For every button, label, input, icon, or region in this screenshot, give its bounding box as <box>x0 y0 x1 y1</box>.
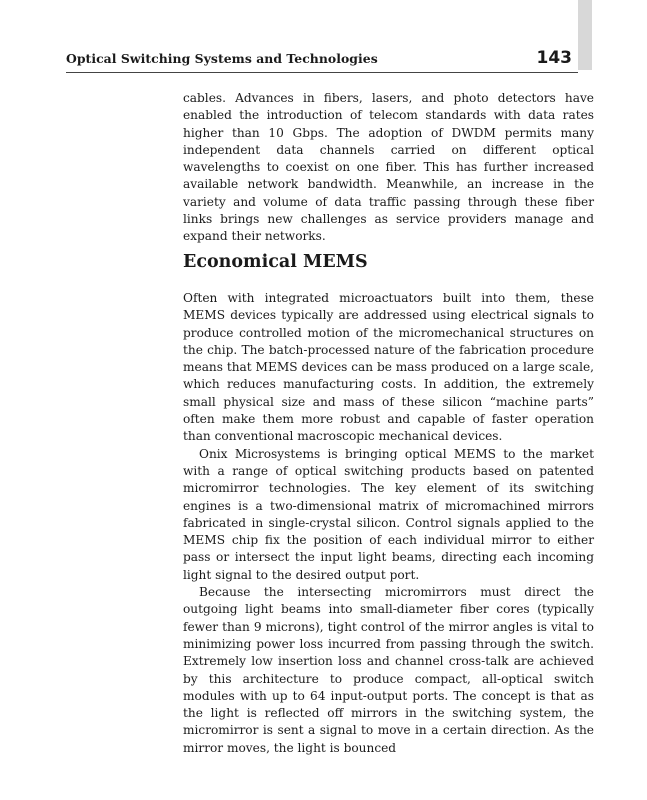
intro-paragraph: cables. Advances in fibers, lasers, and photo detectors have enabled the introduction of telecom standards with data rates higher than 10 Gbps. The adoption of DWDM permits many independent data channels carried on different optical wavelengths to coexist on one fiber. This has further increased available network bandwidth. Meanwhile, an increase in the variety and volume of data traffic passing through these fiber links brings new challenges as service providers manage and expand their networks. <box>183 91 594 244</box>
section-heading: Economical MEMS <box>183 252 368 272</box>
section-paragraph-3: Because the intersecting micromirrors must direct the outgoing light beams into small-diameter fiber cores (typically fewer than 9 microns), tight control of the mirror angles is vital to minimizing power loss incurred from passing through the switch. Extremely low insertion loss and channel cross-talk are achieved by this architecture to produce compact, all-optical switch modules with up to 64 input-output ports. The concept is that as the light is reflected off mirrors in the switching system, the micromirror is sent a signal to move in a certain direction. As the mirror moves, the light is bounced <box>183 585 594 755</box>
section-paragraph-2: Onix Microsystems is bringing optical MEMS to the market with a range of optical switching products based on patented micromirror technologies. The key element of its switching engines is a two-dimensional matrix of micromachined mirrors fabricated in single-crystal silicon. Control signals applied to the MEMS chip fix the position of each individual mirror to either pass or intersect the input light beams, directing each incoming light signal to the desired output port. <box>183 446 594 582</box>
section-paragraph-1: Often with integrated microactuators built into them, these MEMS devices typically are addressed using electrical signals to produce controlled motion of the micromechanical structures on the chip. The batch-processed nature of the fabrication procedure means that MEMS devices can be mass produced on a large scale, which reduces manufacturing costs. In addition, the extremely small physical size and mass of these silicon “machine parts” often make them more robust and capable of faster operation than conventional macroscopic mechanical devices. <box>183 291 594 444</box>
intro-text-block <box>183 90 594 246</box>
running-title: Optical Switching Systems and Technologies <box>66 51 378 66</box>
thumb-tab-bar <box>578 0 592 70</box>
section-text-block <box>183 290 594 757</box>
page-header <box>66 50 578 73</box>
page-number: 143 <box>536 48 572 68</box>
